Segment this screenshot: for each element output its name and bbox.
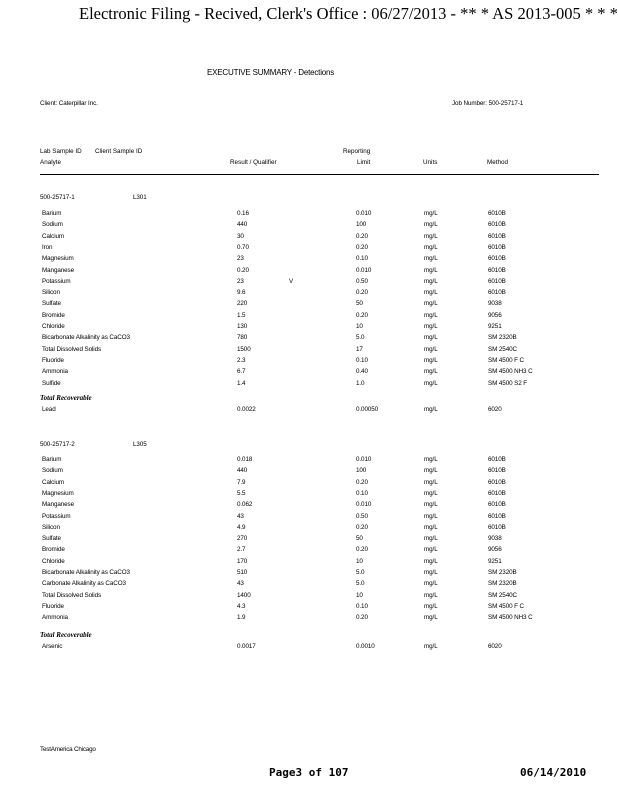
cell-method: SM 2540C <box>488 346 517 353</box>
cell-analyte: Magnesium <box>42 490 74 497</box>
cell-units: mg/L <box>424 643 438 650</box>
cell-method: 6010B <box>488 278 506 285</box>
cell-method: SM 4500 S2 F <box>488 380 528 387</box>
table-row <box>0 346 618 357</box>
cell-units: mg/L <box>424 300 438 307</box>
cell-analyte: Manganese <box>42 501 75 508</box>
cell-result: 2.7 <box>237 546 246 553</box>
cell-limit: 5.0 <box>356 580 365 587</box>
header-method: Method <box>487 159 509 166</box>
cell-result: 0.70 <box>237 244 249 251</box>
cell-method: 6010B <box>488 479 506 486</box>
table-row <box>0 513 618 524</box>
cell-units: mg/L <box>424 278 438 285</box>
cell-limit: 0.0010 <box>356 643 375 650</box>
cell-limit: 5.0 <box>356 569 365 576</box>
cell-method: SM 2320B <box>488 580 517 587</box>
cell-result: 1.5 <box>237 312 246 319</box>
cell-analyte: Sulfate <box>42 300 61 307</box>
cell-method: 6010B <box>488 289 506 296</box>
cell-units: mg/L <box>424 334 438 341</box>
table-row <box>0 490 618 501</box>
cell-result: 220 <box>237 300 248 307</box>
table-row <box>0 380 618 391</box>
cell-units: mg/L <box>424 513 438 520</box>
cell-result: 30 <box>237 233 244 240</box>
header-analyte: Analyte <box>40 159 62 166</box>
table-row <box>0 558 618 569</box>
cell-result: 440 <box>237 467 248 474</box>
cell-result: 0.062 <box>237 501 253 508</box>
cell-analyte: Bromide <box>42 546 65 553</box>
cell-units: mg/L <box>424 501 438 508</box>
table-row <box>0 603 618 614</box>
cell-units: mg/L <box>424 614 438 621</box>
cell-analyte: Arsenic <box>42 643 63 650</box>
cell-method: SM 4500 F C <box>488 603 524 610</box>
cell-method: 9251 <box>488 558 502 565</box>
cell-result: 23 <box>237 255 244 262</box>
cell-qualifier: V <box>289 278 294 285</box>
cell-result: 1.4 <box>237 380 246 387</box>
table-row <box>0 210 618 221</box>
cell-method: 6010B <box>488 221 506 228</box>
cell-result: 170 <box>237 558 248 565</box>
cell-result: 1.9 <box>237 614 246 621</box>
cell-method: 6010B <box>488 233 506 240</box>
cell-units: mg/L <box>424 524 438 531</box>
cell-method: 9038 <box>488 300 502 307</box>
cell-method: SM 2320B <box>488 334 517 341</box>
cell-limit: 0.10 <box>356 603 368 610</box>
table-row <box>0 312 618 323</box>
table-row <box>0 467 618 478</box>
cell-method: 6020 <box>488 406 502 413</box>
cell-analyte: Fluoride <box>42 603 64 610</box>
cell-limit: 0.20 <box>356 524 368 531</box>
cell-units: mg/L <box>424 357 438 364</box>
cell-analyte: Bromide <box>42 312 65 319</box>
cell-units: mg/L <box>424 380 438 387</box>
cell-result: 23 <box>237 278 244 285</box>
header-rule <box>40 174 599 175</box>
cell-analyte: Total Dissolved Solids <box>42 592 102 599</box>
cell-result: 440 <box>237 221 248 228</box>
header-result-qualifier: Result / Qualifier <box>230 159 277 166</box>
cell-limit: 1.0 <box>356 380 365 387</box>
cell-limit: 50 <box>356 535 363 542</box>
table-row <box>0 501 618 512</box>
header-reporting: Reporting <box>343 148 371 155</box>
cell-limit: 5.0 <box>356 334 365 341</box>
cell-result: 0.20 <box>237 267 249 274</box>
table-row <box>0 614 618 625</box>
cell-result: 2.3 <box>237 357 246 364</box>
cell-analyte: Magnesium <box>42 255 74 262</box>
footer-date: 06/14/2010 <box>520 766 587 779</box>
cell-analyte: Bicarbonate Alkalinity as CaCO3 <box>42 334 130 341</box>
cell-method: SM 4500 NH3 C <box>488 368 533 375</box>
table-row <box>0 357 618 368</box>
cell-limit: 0.20 <box>356 289 368 296</box>
table-row <box>0 233 618 244</box>
cell-units: mg/L <box>424 244 438 251</box>
cell-analyte: Chloride <box>42 323 65 330</box>
cell-units: mg/L <box>424 267 438 274</box>
cell-limit: 10 <box>356 558 363 565</box>
cell-result: 1400 <box>237 592 251 599</box>
table-row <box>0 221 618 232</box>
cell-method: 6010B <box>488 490 506 497</box>
table-row <box>0 569 618 580</box>
table-row <box>0 643 618 654</box>
cell-units: mg/L <box>424 580 438 587</box>
cell-result: 9.6 <box>237 289 246 296</box>
cell-method: 6010B <box>488 456 506 463</box>
cell-analyte: Calcium <box>42 233 65 240</box>
cell-limit: 0.20 <box>356 614 368 621</box>
table-row <box>0 267 618 278</box>
table-row <box>0 278 618 289</box>
cell-analyte: Chloride <box>42 558 65 565</box>
cell-analyte: Sulfate <box>42 535 61 542</box>
cell-result: 510 <box>237 569 248 576</box>
cell-analyte: Sodium <box>42 467 63 474</box>
header-client-sample-id: Client Sample ID <box>95 148 143 155</box>
cell-method: 6010B <box>488 513 506 520</box>
cell-result: 7.9 <box>237 479 246 486</box>
cell-result: 0.0022 <box>237 406 256 413</box>
table-row <box>0 255 618 266</box>
cell-limit: 0.50 <box>356 278 368 285</box>
table-row <box>0 406 618 417</box>
cell-method: SM 2540C <box>488 592 517 599</box>
cell-limit: 0.010 <box>356 267 372 274</box>
cell-units: mg/L <box>424 346 438 353</box>
cell-analyte: Lead <box>42 406 56 413</box>
table-row <box>0 546 618 557</box>
cell-result: 5.5 <box>237 490 246 497</box>
header-limit: Limit <box>357 159 371 166</box>
client-sample-id: L305 <box>133 441 147 448</box>
cell-units: mg/L <box>424 406 438 413</box>
cell-units: mg/L <box>424 221 438 228</box>
cell-method: 9056 <box>488 312 502 319</box>
table-row <box>0 289 618 300</box>
cell-method: 6010B <box>488 524 506 531</box>
cell-units: mg/L <box>424 312 438 319</box>
cell-limit: 10 <box>356 323 363 330</box>
cell-units: mg/L <box>424 323 438 330</box>
cell-analyte: Ammonia <box>42 614 68 621</box>
cell-analyte: Ammonia <box>42 368 68 375</box>
lab-sample-id: 500-25717-1 <box>40 194 75 201</box>
cell-analyte: Potassium <box>42 513 71 520</box>
cell-result: 6.7 <box>237 368 246 375</box>
cell-method: SM 4500 F C <box>488 357 524 364</box>
cell-units: mg/L <box>424 535 438 542</box>
job-number: Job Number: 500-25717-1 <box>452 100 524 107</box>
cell-limit: 0.20 <box>356 312 368 319</box>
cell-analyte: Carbonate Alkalinity as CaCO3 <box>42 580 126 587</box>
cell-result: 1500 <box>237 346 251 353</box>
client-sample-id: L301 <box>133 194 147 201</box>
cell-method: 6010B <box>488 210 506 217</box>
page-number: Page3 of 107 <box>269 766 349 779</box>
header-lab-sample-id: Lab Sample ID <box>40 148 82 155</box>
cell-result: 43 <box>237 513 244 520</box>
table-row <box>0 580 618 591</box>
cell-result: 0.0017 <box>237 643 256 650</box>
table-row <box>0 368 618 379</box>
cell-limit: 0.20 <box>356 233 368 240</box>
cell-method: 6010B <box>488 267 506 274</box>
cell-limit: 17 <box>356 346 363 353</box>
table-row <box>0 592 618 603</box>
lab-name: TestAmerica Chicago <box>40 746 96 753</box>
cell-units: mg/L <box>424 558 438 565</box>
cell-units: mg/L <box>424 546 438 553</box>
cell-method: SM 4500 NH3 C <box>488 614 533 621</box>
page-title: EXECUTIVE SUMMARY - Detections <box>207 68 335 77</box>
cell-analyte: Barium <box>42 456 62 463</box>
cell-analyte: Iron <box>42 244 53 251</box>
cell-result: 4.9 <box>237 524 246 531</box>
table-row <box>0 524 618 535</box>
cell-method: 6020 <box>488 643 502 650</box>
cell-analyte: Potassium <box>42 278 71 285</box>
cell-units: mg/L <box>424 233 438 240</box>
cell-result: 0.16 <box>237 210 249 217</box>
cell-units: mg/L <box>424 569 438 576</box>
cell-result: 130 <box>237 323 248 330</box>
cell-limit: 0.010 <box>356 210 372 217</box>
cell-method: 6010B <box>488 501 506 508</box>
cell-result: 780 <box>237 334 248 341</box>
table-row <box>0 456 618 467</box>
cell-limit: 0.20 <box>356 479 368 486</box>
header-units: Units <box>423 159 438 166</box>
cell-units: mg/L <box>424 368 438 375</box>
cell-result: 43 <box>237 580 244 587</box>
cell-units: mg/L <box>424 592 438 599</box>
cell-units: mg/L <box>424 456 438 463</box>
cell-analyte: Sulfide <box>42 380 61 387</box>
cell-units: mg/L <box>424 289 438 296</box>
filing-banner: Electronic Filing - Recived, Clerk's Office : 06/27/2013 - ** * AS 2013-005 * * * <box>79 4 618 23</box>
cell-analyte: Silicon <box>42 289 60 296</box>
cell-method: 6010B <box>488 244 506 251</box>
table-row <box>0 535 618 546</box>
cell-limit: 0.010 <box>356 501 372 508</box>
cell-units: mg/L <box>424 467 438 474</box>
cell-limit: 100 <box>356 221 367 228</box>
cell-limit: 0.50 <box>356 513 368 520</box>
cell-analyte: Total Dissolved Solids <box>42 346 102 353</box>
lab-sample-id: 500-25717-2 <box>40 441 75 448</box>
cell-method: 6010B <box>488 467 506 474</box>
cell-result: 0.018 <box>237 456 253 463</box>
cell-analyte: Bicarbonate Alkalinity as CaCO3 <box>42 569 130 576</box>
cell-method: SM 2320B <box>488 569 517 576</box>
table-row <box>0 334 618 345</box>
cell-limit: 0.010 <box>356 456 372 463</box>
cell-limit: 50 <box>356 300 363 307</box>
cell-method: 9038 <box>488 535 502 542</box>
cell-limit: 0.40 <box>356 368 368 375</box>
cell-result: 270 <box>237 535 248 542</box>
cell-analyte: Silicon <box>42 524 60 531</box>
cell-method: 9251 <box>488 323 502 330</box>
cell-analyte: Barium <box>42 210 62 217</box>
client-label: Client: Caterpillar Inc. <box>40 100 98 107</box>
cell-analyte: Calcium <box>42 479 65 486</box>
cell-limit: 0.10 <box>356 357 368 364</box>
cell-units: mg/L <box>424 210 438 217</box>
cell-limit: 0.10 <box>356 255 368 262</box>
section-title: Total Recoverable <box>40 394 92 402</box>
cell-units: mg/L <box>424 603 438 610</box>
cell-limit: 0.00050 <box>356 406 379 413</box>
table-row <box>0 479 618 490</box>
cell-analyte: Fluoride <box>42 357 64 364</box>
cell-limit: 0.20 <box>356 546 368 553</box>
cell-limit: 10 <box>356 592 363 599</box>
table-row <box>0 323 618 334</box>
cell-limit: 0.10 <box>356 490 368 497</box>
cell-result: 4.3 <box>237 603 246 610</box>
section-title: Total Recoverable <box>40 631 92 639</box>
cell-units: mg/L <box>424 255 438 262</box>
cell-method: 9056 <box>488 546 502 553</box>
table-row <box>0 244 618 255</box>
cell-limit: 0.20 <box>356 244 368 251</box>
cell-units: mg/L <box>424 490 438 497</box>
cell-units: mg/L <box>424 479 438 486</box>
cell-limit: 100 <box>356 467 367 474</box>
table-row <box>0 300 618 311</box>
cell-method: 6010B <box>488 255 506 262</box>
cell-analyte: Manganese <box>42 267 75 274</box>
cell-analyte: Sodium <box>42 221 63 228</box>
